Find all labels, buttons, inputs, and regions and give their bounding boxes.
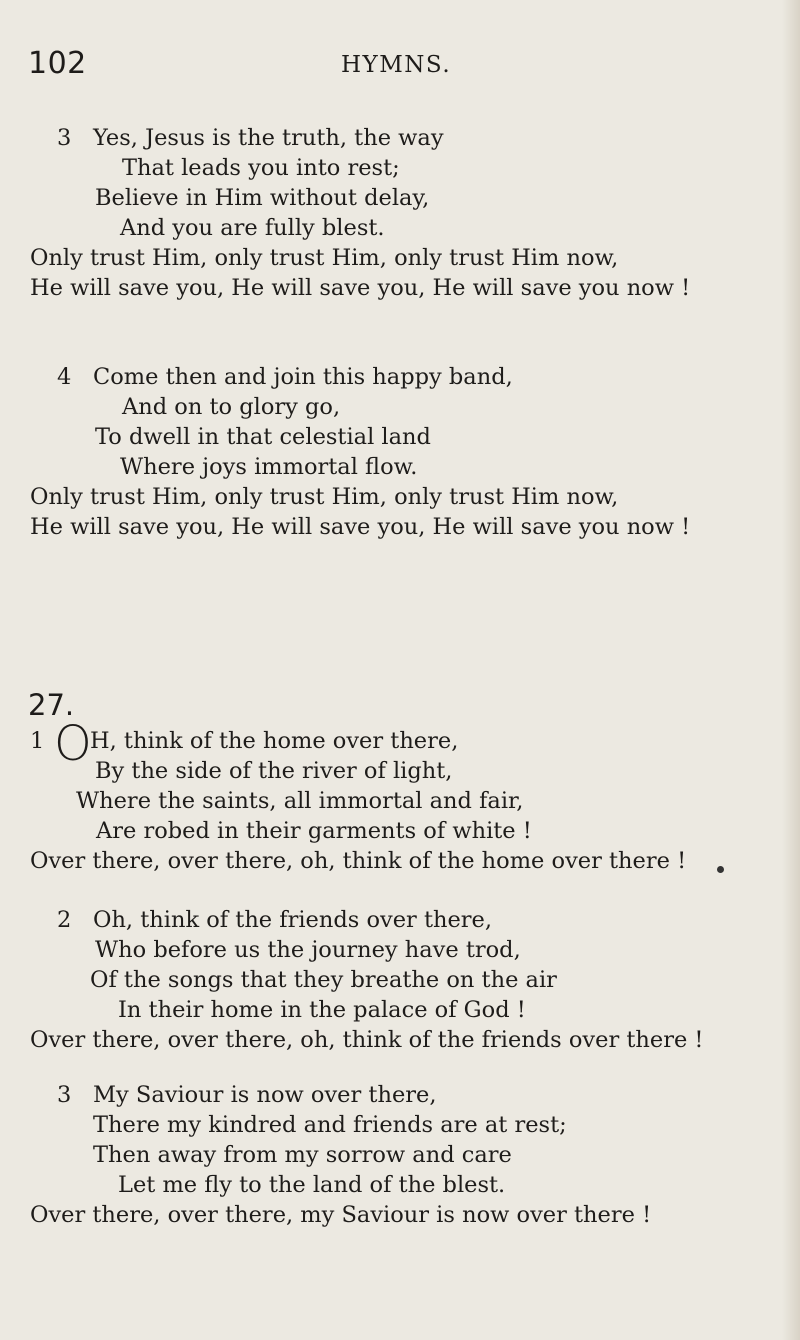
verse-line: To dwell in that celestial land [95,424,431,450]
verse-line: Where the saints, all immortal and fair, [76,788,524,814]
verse-line: Of the songs that they breathe on the air [90,967,557,993]
verse-line: 4 Come then and join this happy band, [57,364,513,390]
verse-line: Where joys immortal flow. [120,454,418,480]
page-header [28,46,788,86]
hymn-number: 27. [28,688,75,722]
chorus-line: Only trust Him, only trust Him, only trust Him now, [30,484,619,510]
running-head: HYMNS. [341,52,452,78]
verse-line: Who before us the journey have trod, [95,937,521,963]
page-number: 102 [28,46,87,81]
verse-line: There my kindred and friends are at rest; [93,1112,567,1138]
verse-line: That leads you into rest; [122,155,400,181]
verse-number: 2 [57,907,72,933]
chorus-line: He will save you, He will save you, He will save you now ! [30,275,691,301]
page-edge-shadow [782,0,800,1340]
verse-line: 3 Yes, Jesus is the truth, the way [57,125,444,151]
chorus-line: Over there, over there, oh, think of the friends over there ! [30,1027,704,1053]
verse-line: H, think of the home over there, [90,728,459,754]
verse-line: By the side of the river of light, [95,758,453,784]
verse-line: 2 Oh, think of the friends over there, [57,907,493,933]
drop-cap: O [54,716,92,772]
verse-line: And you are fully blest. [120,215,385,241]
verse-line: And on to glory go, [122,394,341,420]
chorus-line: He will save you, He will save you, He will save you now ! [30,514,691,540]
verse-number: 4 [57,364,72,390]
verse-number: 1 [30,728,45,754]
printing-speck [717,866,724,873]
verse-number: 3 [57,125,72,151]
verse-line: Let me fly to the land of the blest. [118,1172,506,1198]
chorus-line: Over there, over there, oh, think of the home over there ! [30,848,687,874]
verse-line: Believe in Him without delay, [95,185,430,211]
verse-line: Are robed in their garments of white ! [96,818,532,844]
chorus-line: Over there, over there, my Saviour is now over there ! [30,1202,652,1228]
chorus-line: Only trust Him, only trust Him, only trust Him now, [30,245,619,271]
verse-number: 3 [57,1082,72,1108]
verse-line: In their home in the palace of God ! [118,997,526,1023]
verse-line: Then away from my sorrow and care [93,1142,512,1168]
verse-line: 3 My Saviour is now over there, [57,1082,437,1108]
